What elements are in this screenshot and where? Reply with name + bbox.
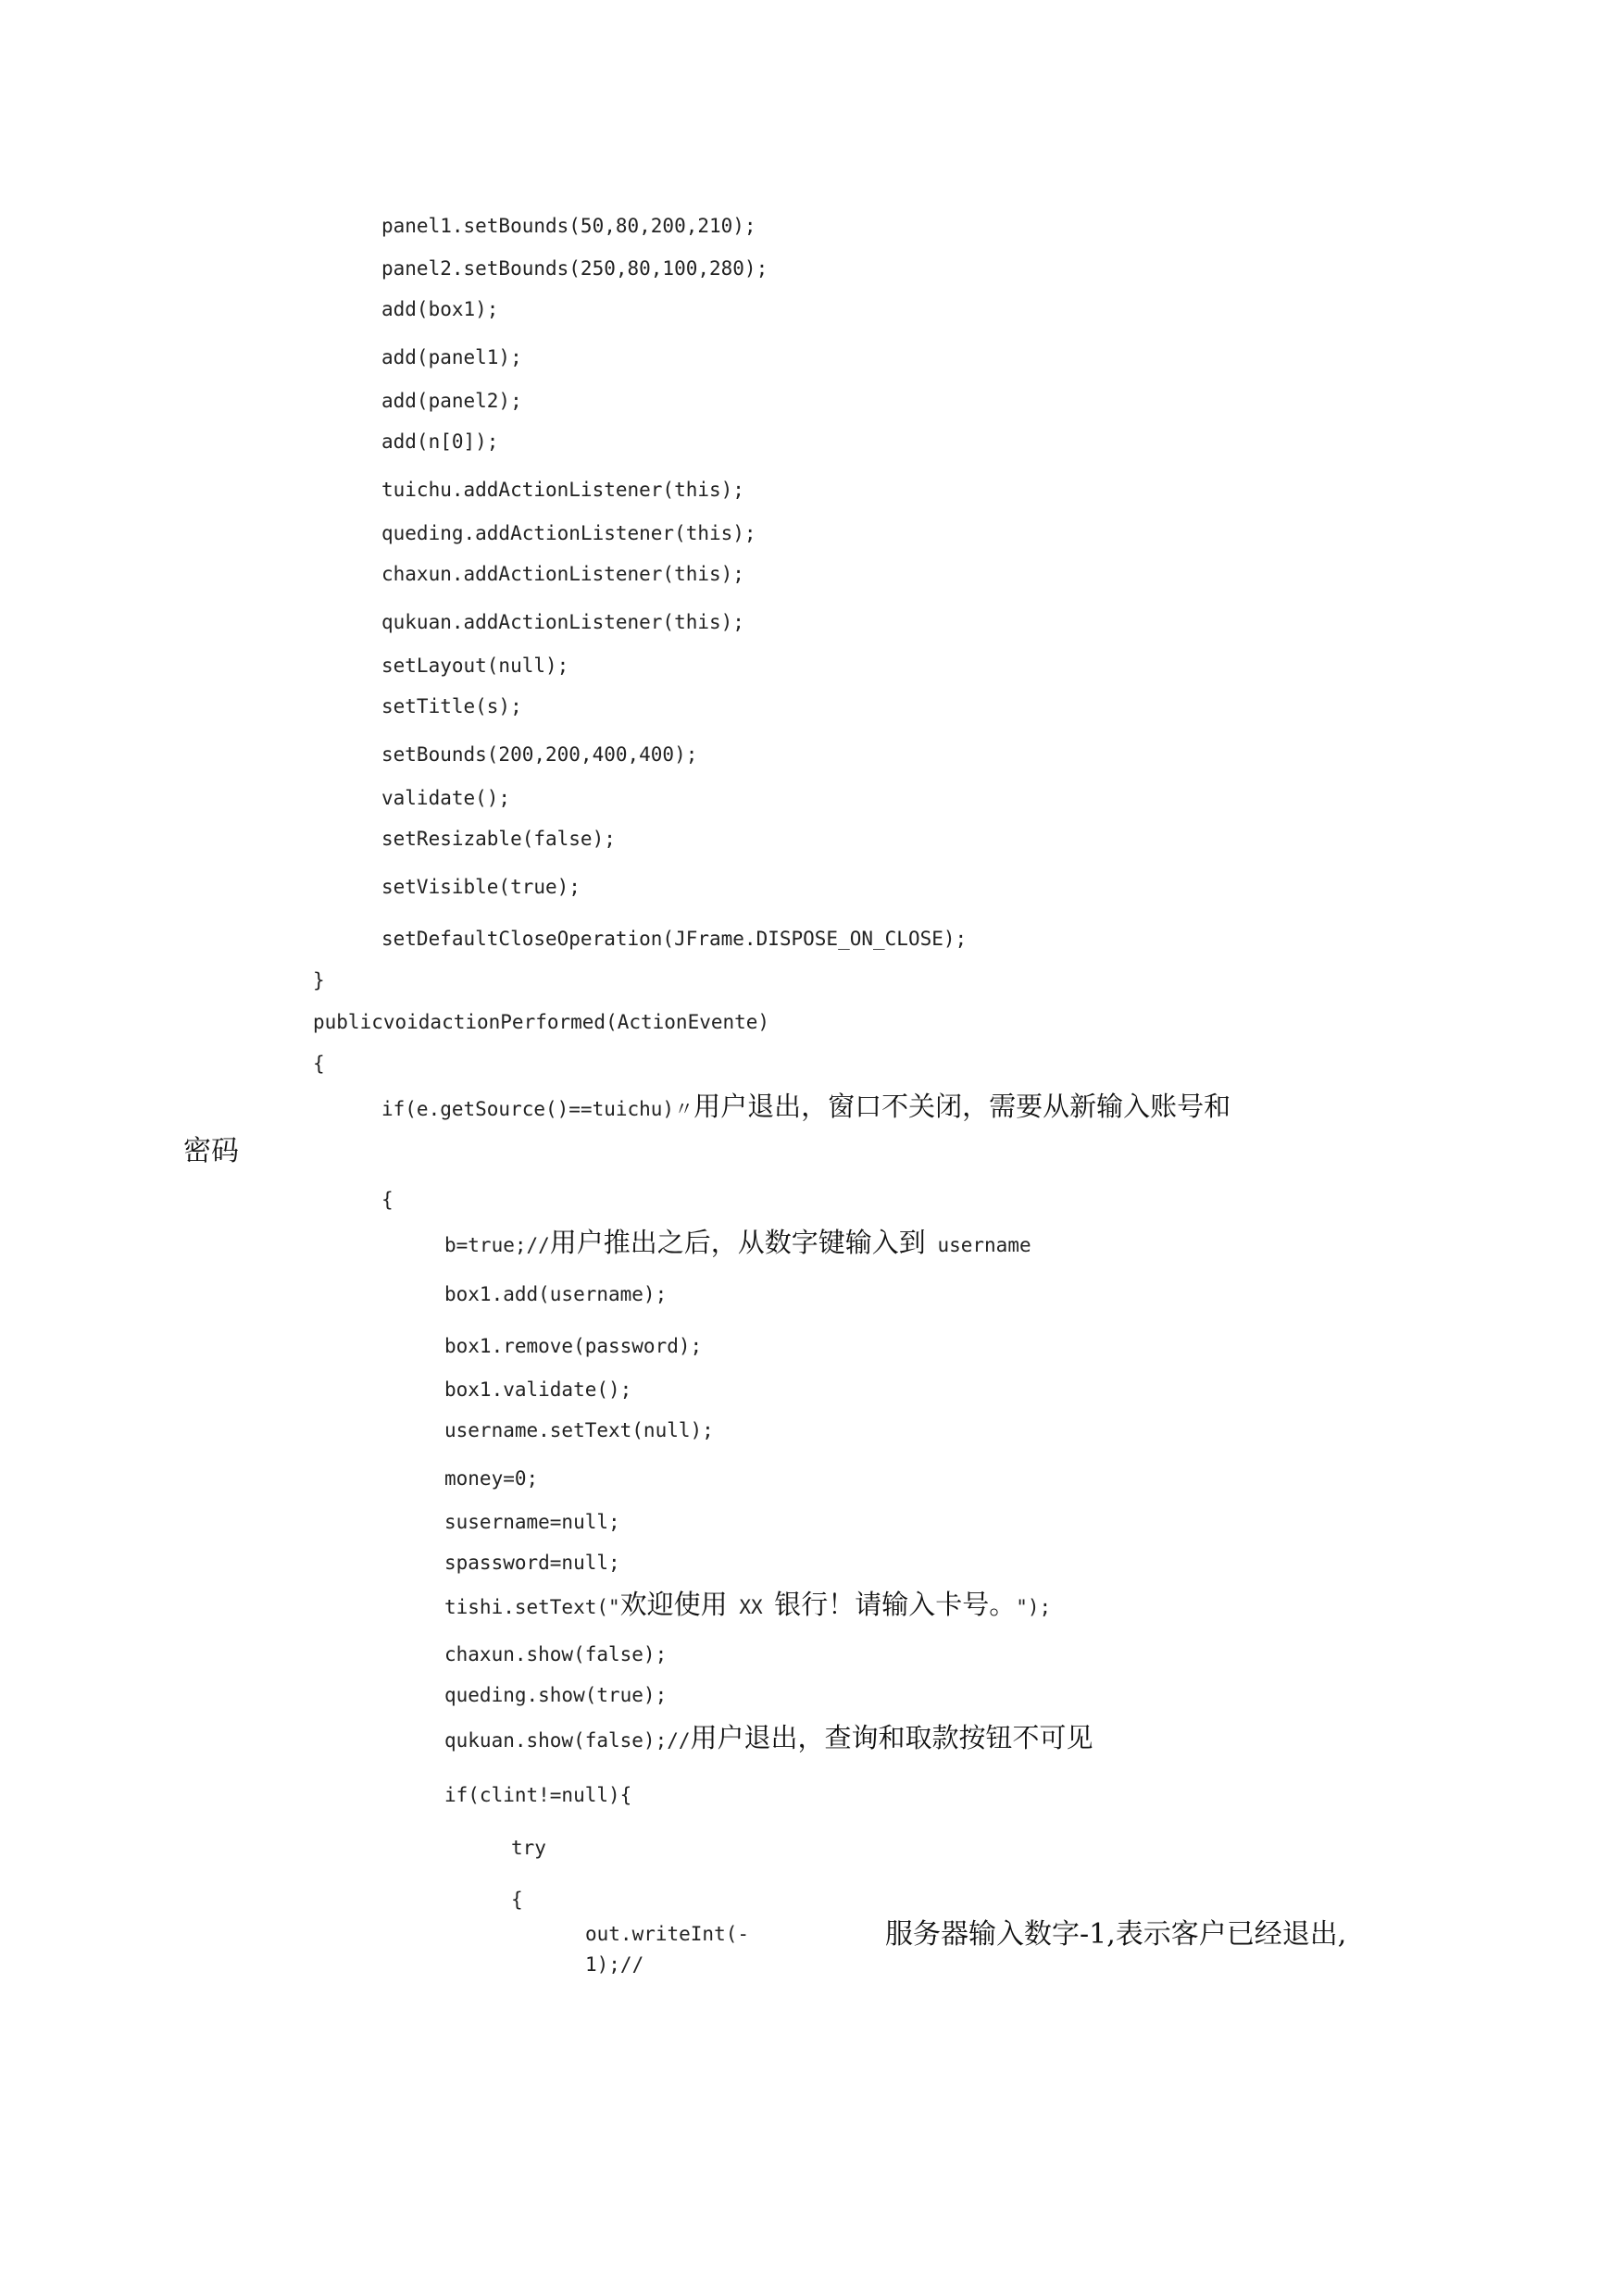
- code-line: box1.add(username);: [444, 1283, 668, 1305]
- code-line-with-comment: [381, 1093, 1230, 1122]
- code-line: add(panel2);: [381, 390, 522, 412]
- code-line: setVisible(true);: [381, 876, 581, 898]
- code-line: susername=null;: [444, 1511, 620, 1533]
- comment-text: 用户推出之后，从数字键输入到: [549, 1227, 926, 1258]
- code-line: setDefaultCloseOperation(JFrame.DISPOSE_ON_CLOSE);: [381, 928, 968, 950]
- comment-continuation: 密码: [183, 1135, 239, 1167]
- code-line: 1);//: [585, 1953, 644, 1976]
- code-line: add(panel1);: [381, 346, 522, 368]
- code-line: add(box1);: [381, 298, 499, 320]
- code-line: publicvoidactionPerformed(ActionEvente): [313, 1011, 770, 1033]
- code-text: tishi.setText(": [444, 1596, 620, 1618]
- code-text: b=true;//: [444, 1234, 550, 1256]
- code-text: username: [925, 1234, 1031, 1256]
- code-line: chaxun.addActionListener(this);: [381, 563, 744, 585]
- code-line: setBounds(200,200,400,400);: [381, 743, 698, 766]
- code-line: tuichu.addActionListener(this);: [381, 479, 744, 501]
- comment-text: 用户退出，窗口不关闭，需要从新输入账号和: [693, 1091, 1231, 1122]
- code-line: username.setText(null);: [444, 1419, 714, 1441]
- code-line: box1.validate();: [444, 1378, 632, 1401]
- code-line: setResizable(false);: [381, 828, 616, 850]
- code-line-with-comment: [444, 1722, 1093, 1753]
- string-text: 银行！请输入卡号。: [774, 1589, 1017, 1620]
- code-line: add(n[0]);: [381, 430, 499, 453]
- code-line: queding.addActionListener(this);: [381, 522, 756, 544]
- string-text: 欢迎使用: [619, 1589, 728, 1620]
- code-line: {: [381, 1189, 394, 1211]
- code-line: box1.remove(password);: [444, 1335, 703, 1357]
- code-line: if(clint!=null){: [444, 1784, 632, 1806]
- code-line: {: [313, 1053, 325, 1075]
- code-line: money=0;: [444, 1467, 539, 1490]
- code-text: if(e.getSource()==tuichu)〃: [381, 1098, 694, 1120]
- comment-text: 服务器输入数字-1,表示客户已经退出,: [885, 1918, 1347, 1951]
- code-line: spassword=null;: [444, 1552, 620, 1574]
- code-line: validate();: [381, 787, 511, 809]
- code-line: qukuan.addActionListener(this);: [381, 611, 744, 633]
- code-line: panel1.setBounds(50,80,200,210);: [381, 215, 756, 237]
- code-line-with-comment: [444, 1229, 1031, 1258]
- code-line: }: [313, 969, 325, 992]
- code-text: XX: [727, 1596, 775, 1618]
- code-line: setTitle(s);: [381, 695, 522, 717]
- comment-text: 用户退出，查询和取款按钮不可见: [690, 1722, 1093, 1753]
- code-line: chaxun.show(false);: [444, 1643, 668, 1665]
- code-line-with-string: [444, 1591, 1051, 1620]
- code-line: out.writeInt(-: [585, 1923, 750, 1945]
- code-line: panel2.setBounds(250,80,100,280);: [381, 257, 768, 280]
- code-line: queding.show(true);: [444, 1684, 668, 1706]
- code-text: qukuan.show(false);//: [444, 1729, 691, 1752]
- code-line: try: [511, 1837, 546, 1859]
- code-line: {: [511, 1889, 523, 1911]
- code-text: ");: [1016, 1596, 1052, 1618]
- code-line: setLayout(null);: [381, 655, 569, 677]
